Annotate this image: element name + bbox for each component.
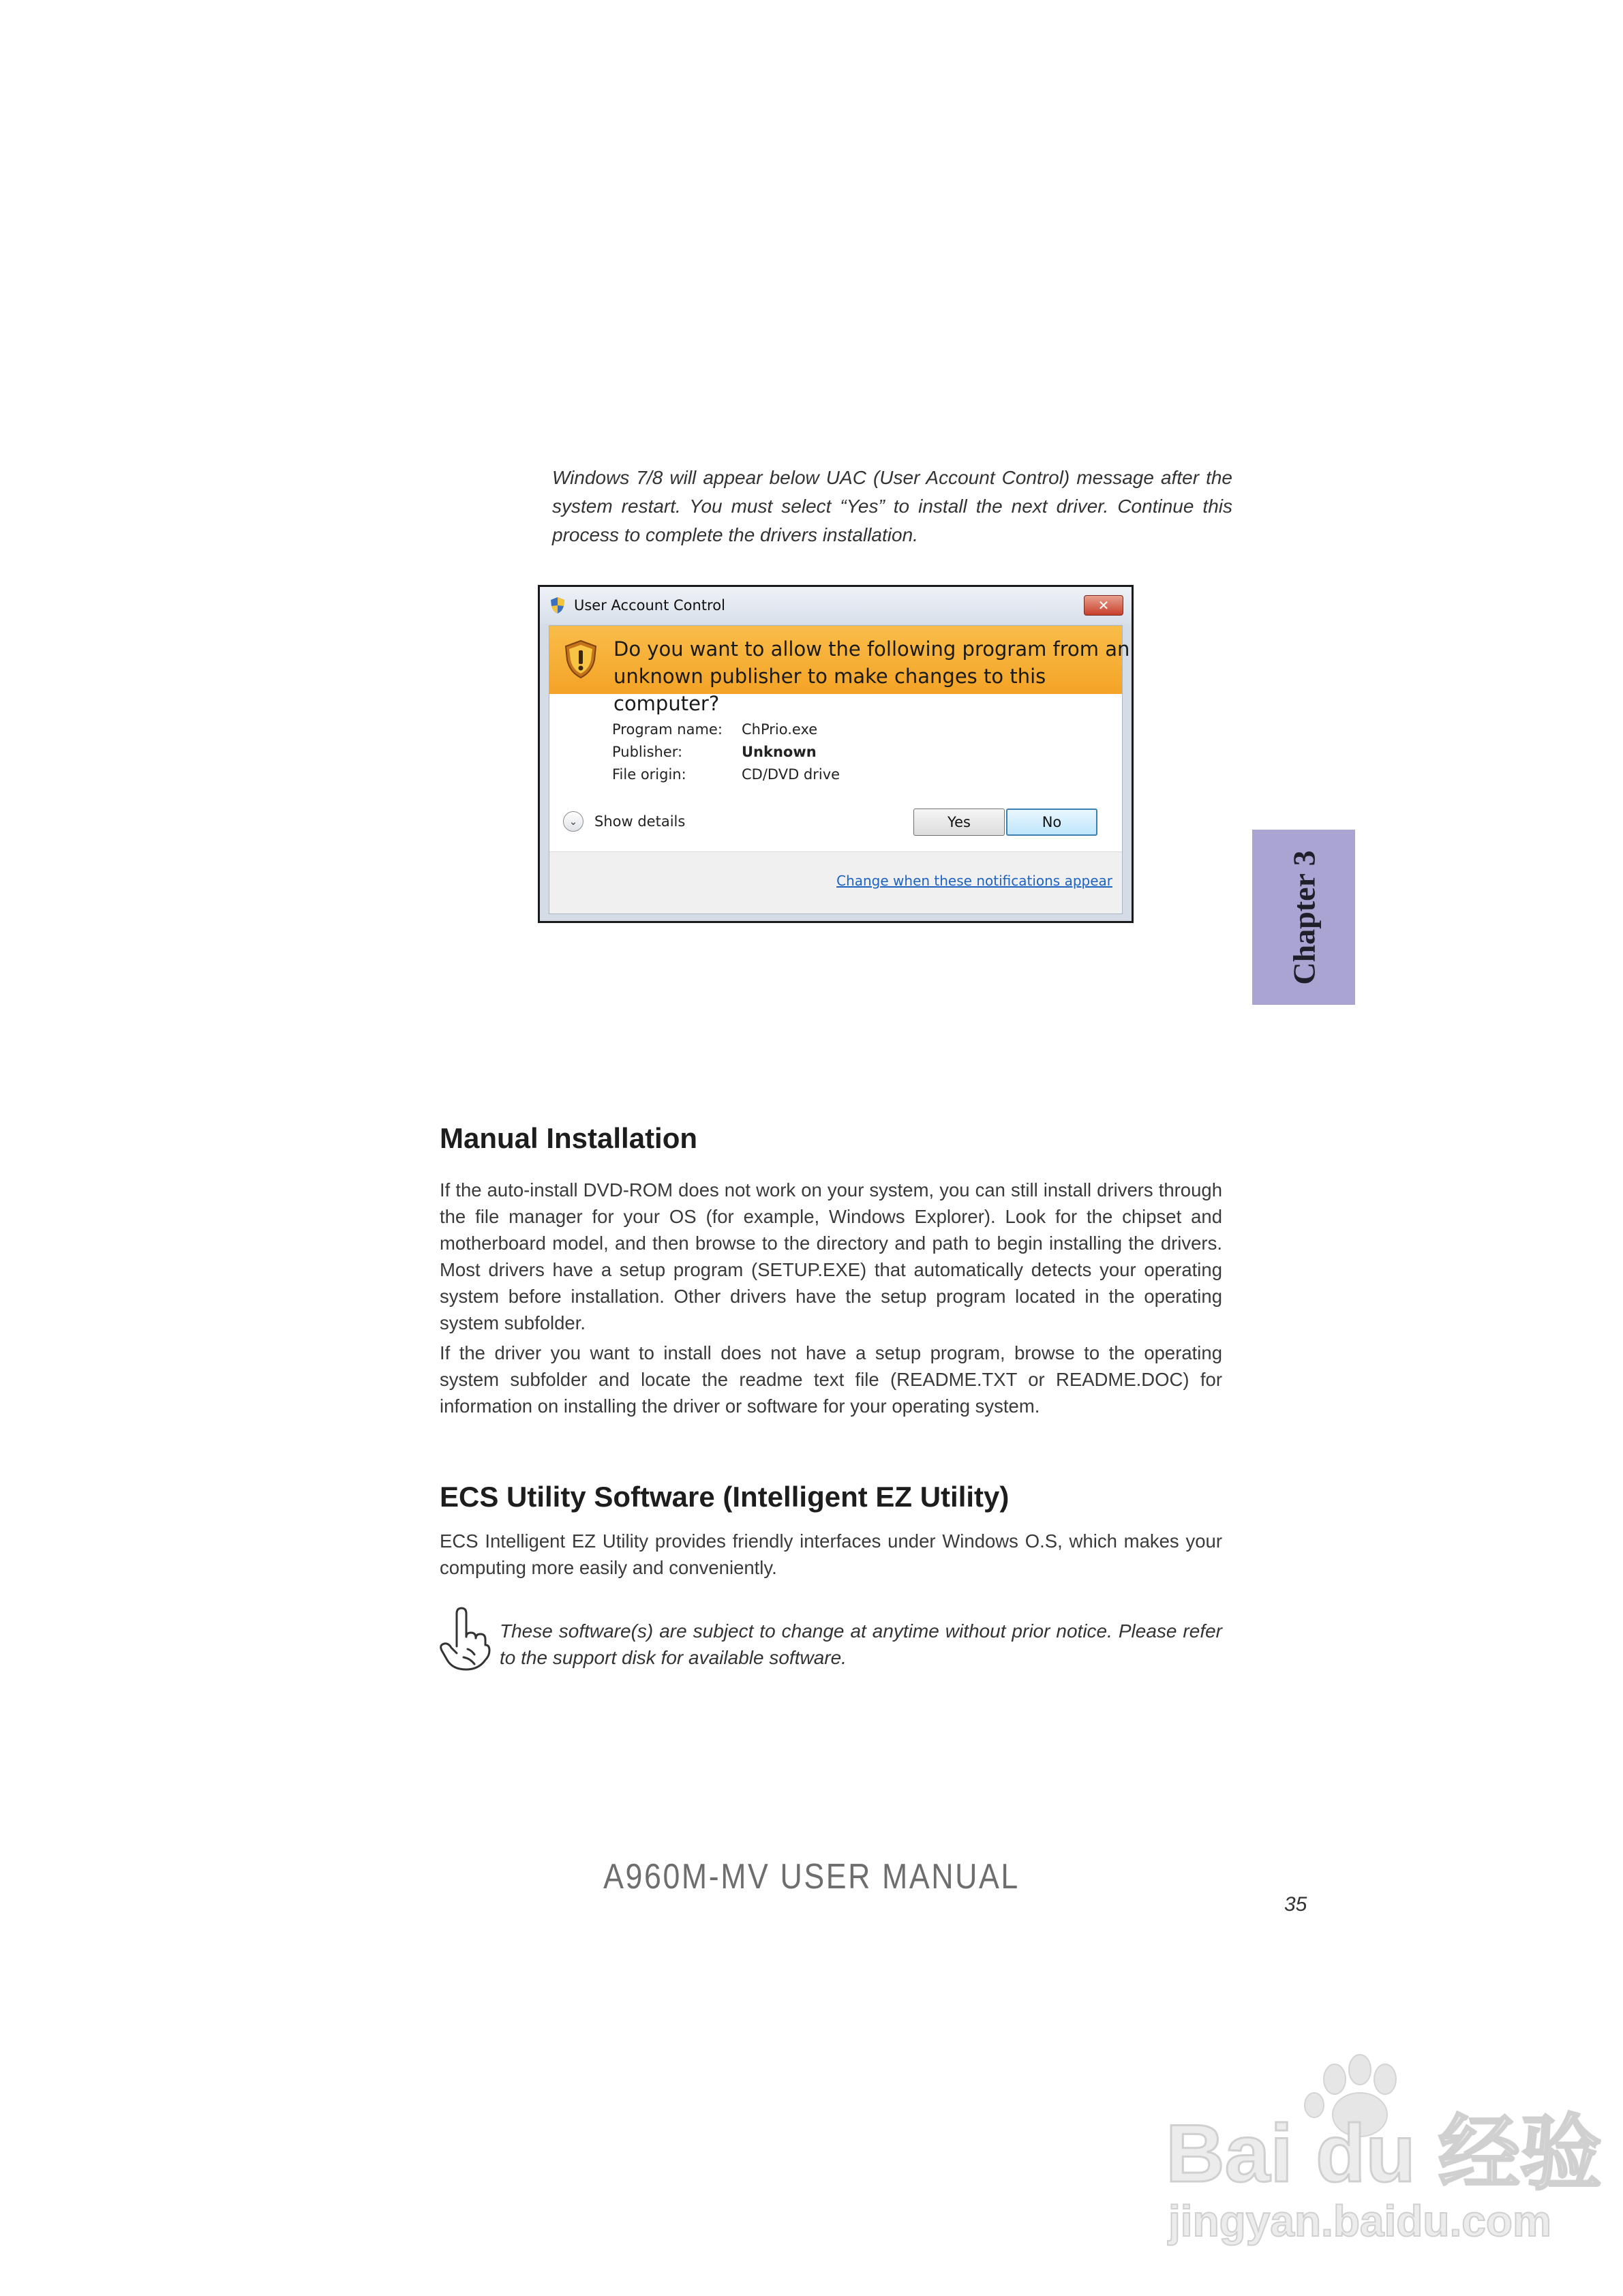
- program-info: [612, 721, 840, 789]
- info-row-file-origin: [612, 766, 840, 789]
- pointing-hand-icon: [436, 1605, 494, 1674]
- chevron-down-icon[interactable]: ⌄: [563, 811, 583, 832]
- info-label: Program name:: [612, 721, 723, 738]
- baidu-jingyan-watermark: [1152, 2052, 1603, 2250]
- watermark-brand: Bai du 经验: [1166, 2108, 1603, 2199]
- info-value: CD/DVD drive: [742, 766, 840, 783]
- info-label: File origin:: [612, 766, 686, 783]
- change-notifications-link[interactable]: Change when these notifications appear: [836, 873, 1112, 889]
- show-details-label: Show details: [594, 813, 686, 830]
- dialog-client-area: [549, 625, 1130, 914]
- manual-installation-paragraph-2: If the driver you want to install does not have a setup program, browse to the operating system subfolder and locate the readme text file (README.TXT or README.DOC) for information on installing the driver or software for your operating system.: [440, 1342, 1222, 1417]
- manual-title: A960M-MV USER MANUAL: [603, 1857, 1020, 1897]
- uac-shield-icon: [549, 596, 566, 614]
- info-row-publisher: [612, 744, 840, 766]
- close-button[interactable]: ✕: [1084, 595, 1123, 616]
- info-label: Publisher:: [612, 744, 683, 760]
- yes-button[interactable]: Yes: [913, 809, 1005, 836]
- dialog-footer: [549, 851, 1122, 913]
- uac-warning-shield-icon: [563, 639, 598, 679]
- ecs-utility-heading: ECS Utility Software (Intelligent EZ Utility): [440, 1481, 1010, 1513]
- info-value: Unknown: [742, 744, 817, 760]
- watermark-url: jingyan.baidu.com: [1168, 2196, 1551, 2246]
- warning-banner: [549, 626, 1130, 715]
- dialog-titlebar: [540, 587, 1132, 624]
- software-note: These software(s) are subject to change at anytime without prior notice. Please refer to the support disk for available software.: [500, 1620, 1222, 1668]
- manual-installation-heading: Manual Installation: [440, 1122, 698, 1154]
- uac-question: Do you want to allow the following program from an unknown publisher to make changes to this computer?: [613, 637, 1130, 715]
- chapter-label: Chapter 3: [1286, 849, 1321, 985]
- show-details-toggle[interactable]: [563, 811, 685, 832]
- uac-dialog: [538, 585, 1134, 923]
- info-value: ChPrio.exe: [742, 721, 818, 738]
- page-number: 35: [1284, 1893, 1307, 1916]
- info-row-program-name: [612, 721, 840, 744]
- dialog-title: User Account Control: [574, 597, 725, 614]
- intro-paragraph: Windows 7/8 will appear below UAC (User Account Control) message after the system restart. You must select “Yes” to install the next driver. Continue this process to complete the drivers installation.: [552, 467, 1232, 545]
- ecs-utility-paragraph: ECS Intelligent EZ Utility provides friendly interfaces under Windows O.S, which makes your computing more easily and conveniently.: [440, 1530, 1222, 1578]
- no-button[interactable]: No: [1006, 809, 1097, 836]
- manual-installation-paragraph-1: If the auto-install DVD-ROM does not work on your system, you can still install drivers through the file manager for your OS (for example, Windows Explorer). Look for the chipset and motherboard model, and then browse to the directory and path to begin installing the drivers. Most drivers have a setup program (SETUP.EXE) that automatically detects your operating system before installation. Other drivers have the setup program located in the operating system subfolder.: [440, 1179, 1222, 1333]
- chapter-tab: [1252, 830, 1355, 1005]
